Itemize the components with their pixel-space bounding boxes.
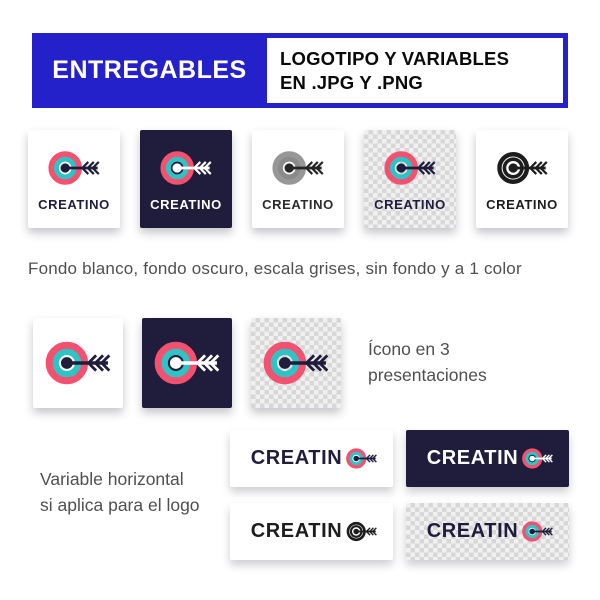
page-title: ENTREGABLES: [52, 56, 247, 84]
brand-wordmark: CREATINO: [486, 197, 558, 212]
logo-variant-dark-bg: [140, 130, 232, 228]
icon-variant-dark-bg: [142, 318, 232, 408]
horizontal-variants-caption: [40, 466, 200, 519]
target-arrow-icon: [257, 335, 335, 391]
horizontal-logo-transparent-bg: [406, 503, 569, 560]
brand-wordmark-prefix: CREATIN: [426, 520, 519, 542]
header-subtitle-line2: EN .JPG Y .PNG: [280, 71, 423, 93]
target-arrow-icon: [342, 518, 372, 545]
target-arrow-icon: [148, 335, 226, 391]
icon-variants-caption: [368, 336, 487, 389]
target-arrow-icon: [379, 146, 441, 190]
brand-wordmark-prefix: CREATIN: [250, 520, 343, 542]
horizontal-logo-one-color: [230, 503, 393, 560]
target-arrow-icon: [39, 335, 117, 391]
header-subtitle-line1: LOGOTIPO Y VARIABLES: [280, 47, 510, 69]
horizontal-logo-white-bg: [230, 430, 393, 487]
brand-wordmark: CREATINO: [374, 197, 446, 212]
horizontal-variants-grid: [230, 430, 569, 560]
logo-variants-row: [28, 130, 568, 228]
brand-wordmark: CREATINO: [150, 197, 222, 212]
target-arrow-icon: [267, 146, 329, 190]
icon-caption-line1: Ícono en 3: [368, 339, 450, 359]
target-arrow-icon: [155, 146, 217, 190]
horizontal-caption-line2: si aplica para el logo: [40, 495, 200, 516]
horizontal-logo-dark-bg: [406, 430, 569, 487]
icon-caption-line2: presentaciones: [368, 365, 487, 386]
horizontal-caption-line1: Variable horizontal: [40, 469, 184, 489]
logo-variants-caption: Fondo blanco, fondo oscuro, escala grises, sin fondo y a 1 color: [28, 259, 522, 278]
icon-variants-row: [33, 318, 341, 408]
header-banner: [32, 33, 568, 108]
icon-variant-white-bg: [33, 318, 123, 408]
brand-wordmark: CREATINO: [262, 197, 334, 212]
header-subtitle-box: [267, 38, 563, 103]
header-title-area: [32, 33, 267, 108]
logo-variant-one-color: [476, 130, 568, 228]
logo-variant-transparent-bg: [364, 130, 456, 228]
target-arrow-icon: [43, 146, 105, 190]
brand-wordmark-prefix: CREATIN: [250, 447, 343, 469]
brand-wordmark-prefix: CREATIN: [426, 447, 519, 469]
target-arrow-icon: [342, 445, 372, 472]
logo-variant-grayscale: [252, 130, 344, 228]
brand-wordmark: CREATINO: [38, 197, 110, 212]
target-arrow-icon: [518, 518, 548, 545]
target-arrow-icon: [518, 445, 548, 472]
logo-variant-white-bg: [28, 130, 120, 228]
target-arrow-icon: [491, 146, 553, 190]
icon-variant-transparent-bg: [251, 318, 341, 408]
